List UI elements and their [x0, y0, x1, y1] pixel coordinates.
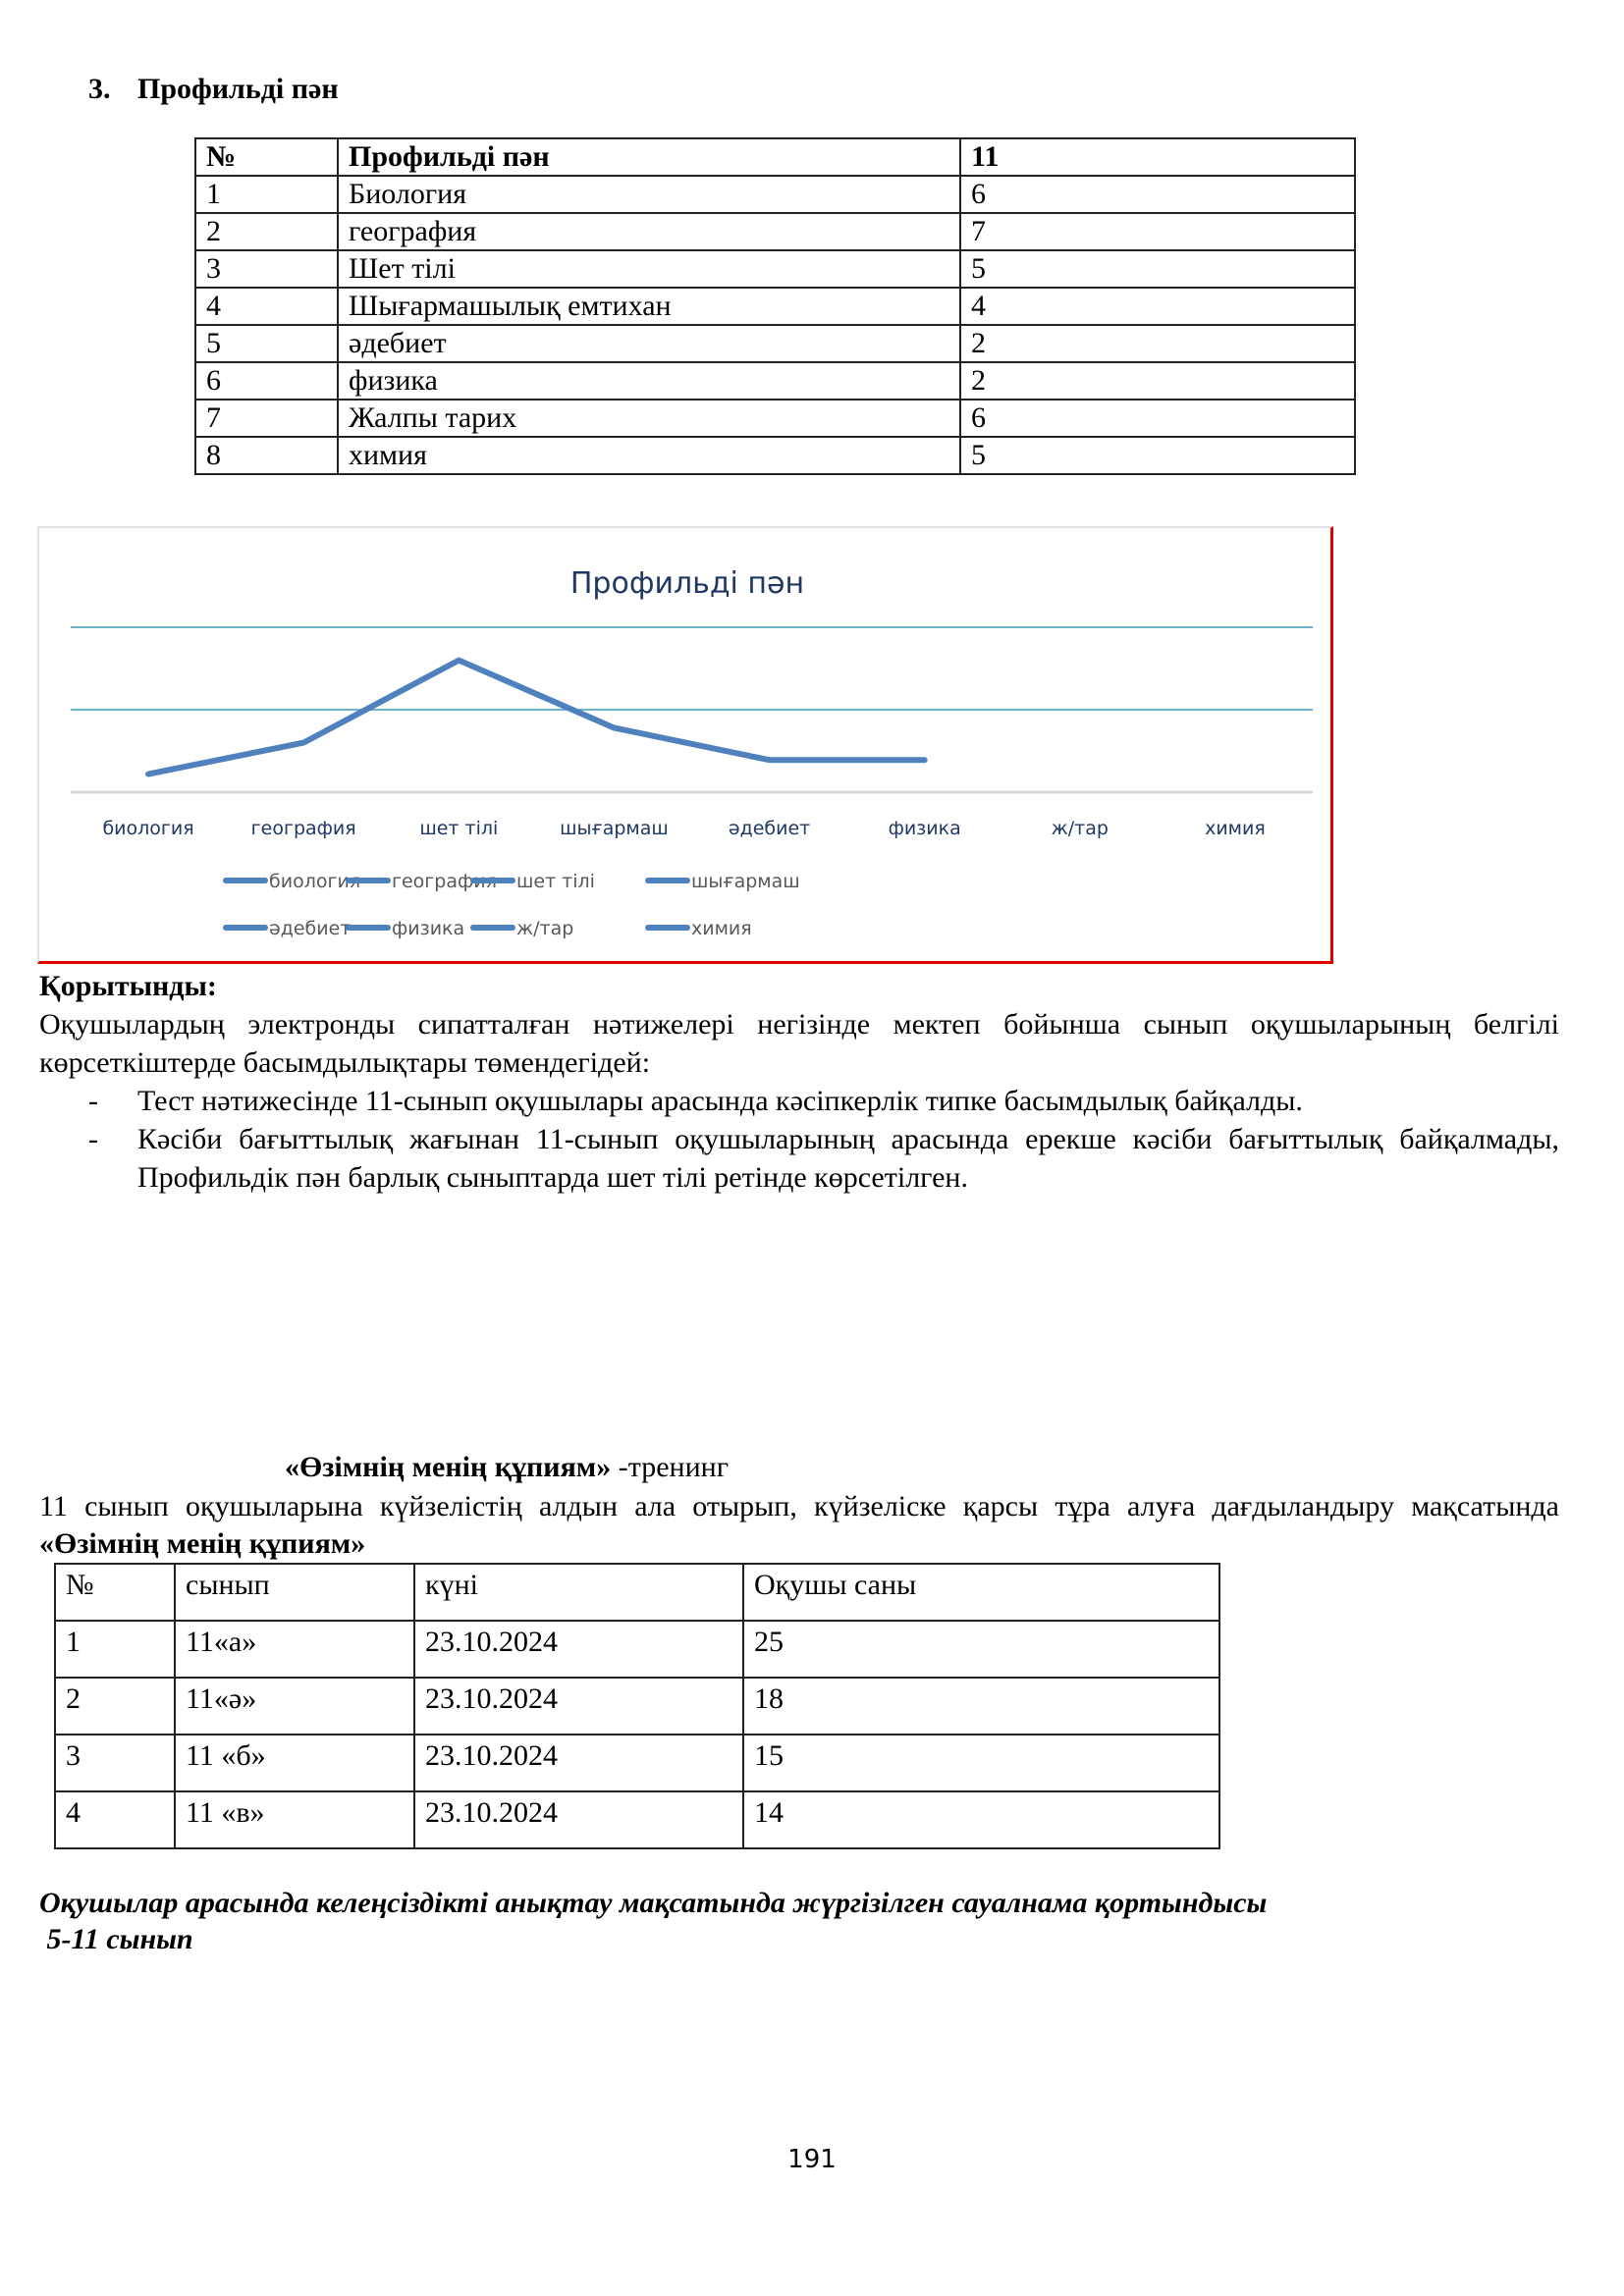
- header-cell-number: №: [195, 138, 338, 176]
- chart-canvas: [39, 528, 1335, 966]
- chart-title: Профильді пән: [569, 566, 805, 601]
- legend-label: география: [392, 871, 498, 892]
- cell-class: 11 «б»: [175, 1735, 414, 1791]
- header-cell-number: №: [55, 1564, 175, 1621]
- cell-subject: әдебиет: [338, 325, 960, 362]
- cell-number: 4: [55, 1791, 175, 1848]
- cell-count: 2: [960, 362, 1355, 400]
- cell-number: 1: [55, 1621, 175, 1678]
- table-row: [195, 176, 1355, 213]
- legend-label: ж/тар: [516, 918, 574, 939]
- conclusion-heading: Қорытынды:: [39, 970, 217, 1002]
- cell-count: 4: [960, 288, 1355, 325]
- series-line: [148, 661, 925, 774]
- training-title: [285, 1451, 729, 1484]
- table-row: [195, 362, 1355, 400]
- header-cell-student-count: Оқушы саны: [743, 1564, 1219, 1621]
- table-row: [195, 250, 1355, 288]
- header-cell-date: күні: [414, 1564, 743, 1621]
- conclusion-section: [39, 967, 1559, 1197]
- table-row: [195, 325, 1355, 362]
- section-heading: [88, 73, 339, 106]
- table-row: [55, 1735, 1219, 1791]
- cell-subject: Биология: [338, 176, 960, 213]
- training-suffix: -тренинг: [611, 1451, 730, 1483]
- cell-date: 23.10.2024: [414, 1678, 743, 1735]
- cell-student-count: 15: [743, 1735, 1219, 1791]
- bullet-marker: -: [88, 1123, 98, 1155]
- training-name: «Өзімнің менің құпиям»: [285, 1451, 612, 1483]
- table-row: [195, 437, 1355, 474]
- cell-subject: Шығармашылық емтихан: [338, 288, 960, 325]
- cell-class: 11 «в»: [175, 1791, 414, 1848]
- x-tick-label: химия: [1205, 818, 1266, 839]
- profile-subject-chart: [37, 526, 1333, 964]
- cell-subject: Жалпы тарих: [338, 400, 960, 437]
- training-description: [39, 1488, 1559, 1563]
- cell-count: 5: [960, 250, 1355, 288]
- legend-label: әдебиет: [269, 918, 352, 939]
- section-number: 3.: [88, 73, 111, 105]
- cell-student-count: 25: [743, 1621, 1219, 1678]
- legend-label: биология: [269, 871, 361, 892]
- conclusion-intro: Оқушылардың электронды сипатталған нәтижелері негізінде мектеп бойынша сынып оқушыларының белгілі көрсеткіштерде басымдылықтары төмендегідей:: [39, 1008, 1559, 1079]
- cell-count: 5: [960, 437, 1355, 474]
- table-header-row: [195, 138, 1355, 176]
- table-row: [55, 1621, 1219, 1678]
- training-table: [54, 1563, 1220, 1849]
- cell-number: 7: [195, 400, 338, 437]
- cell-date: 23.10.2024: [414, 1735, 743, 1791]
- cell-subject: Шет тілі: [338, 250, 960, 288]
- cell-number: 2: [195, 213, 338, 250]
- table-row: [55, 1791, 1219, 1848]
- bullet-text: Кәсіби бағыттылық жағынан 11-сынып оқушыларының арасында ерекше кәсіби бағыттылық байқалмады, Профильдік пән барлық сыныптарда шет тілі ретінде көрсетілген.: [137, 1123, 1559, 1194]
- cell-number: 3: [55, 1735, 175, 1791]
- cell-number: 2: [55, 1678, 175, 1735]
- cell-class: 11«ә»: [175, 1678, 414, 1735]
- cell-date: 23.10.2024: [414, 1621, 743, 1678]
- x-tick-label: физика: [888, 818, 961, 839]
- header-cell-grade: 11: [960, 138, 1355, 176]
- x-tick-label: шығармаш: [560, 818, 669, 839]
- table-header-row: [55, 1564, 1219, 1621]
- cell-number: 5: [195, 325, 338, 362]
- cell-student-count: 18: [743, 1678, 1219, 1735]
- conclusion-bullet: [39, 1120, 1559, 1197]
- x-tick-label: шет тілі: [419, 818, 499, 839]
- cell-count: 6: [960, 400, 1355, 437]
- cell-number: 6: [195, 362, 338, 400]
- cell-class: 11«а»: [175, 1621, 414, 1678]
- table-row: [195, 213, 1355, 250]
- profile-subjects-table: [194, 137, 1356, 475]
- cell-student-count: 14: [743, 1791, 1219, 1848]
- survey-caption-line: Оқушылар арасында келеңсіздікті анықтау мақсатында жүргізілген сауалнама қортындысы: [39, 1887, 1268, 1919]
- section-title: Профильді пән: [137, 73, 339, 105]
- bullet-text: Тест нәтижесінде 11-сынып оқушылары арасында кәсіпкерлік типке басымдылық байқалды.: [137, 1085, 1303, 1117]
- cell-number: 8: [195, 437, 338, 474]
- training-desc-bold: «Өзімнің менің құпиям»: [39, 1527, 366, 1560]
- cell-number: 3: [195, 250, 338, 288]
- legend-label: шығармаш: [691, 871, 800, 892]
- header-cell-class: сынып: [175, 1564, 414, 1621]
- cell-subject: физика: [338, 362, 960, 400]
- x-tick-label: ж/тар: [1051, 818, 1109, 839]
- legend-label: химия: [691, 918, 752, 939]
- cell-number: 4: [195, 288, 338, 325]
- cell-number: 1: [195, 176, 338, 213]
- training-desc-text: 11 сынып оқушыларына күйзелістің алдын ала отырып, күйзеліске қарсы тұра алуға дағдыландыру мақсатында: [39, 1490, 1559, 1522]
- x-tick-label: әдебиет: [728, 818, 811, 839]
- conclusion-bullet: [39, 1082, 1559, 1120]
- table-row: [195, 400, 1355, 437]
- cell-subject: география: [338, 213, 960, 250]
- cell-count: 7: [960, 213, 1355, 250]
- legend-label: физика: [392, 918, 465, 939]
- cell-subject: химия: [338, 437, 960, 474]
- survey-caption-line: 5-11 сынып: [39, 1923, 193, 1955]
- survey-caption: [39, 1885, 1559, 1957]
- cell-count: 6: [960, 176, 1355, 213]
- table-row: [55, 1678, 1219, 1735]
- legend-label: шет тілі: [516, 871, 595, 892]
- bullet-marker: -: [88, 1085, 98, 1117]
- header-cell-subject: Профильді пән: [338, 138, 960, 176]
- x-tick-label: биология: [102, 818, 194, 839]
- table-row: [195, 288, 1355, 325]
- page-number: 191: [787, 2145, 837, 2174]
- x-tick-label: география: [250, 818, 356, 839]
- cell-date: 23.10.2024: [414, 1791, 743, 1848]
- cell-count: 2: [960, 325, 1355, 362]
